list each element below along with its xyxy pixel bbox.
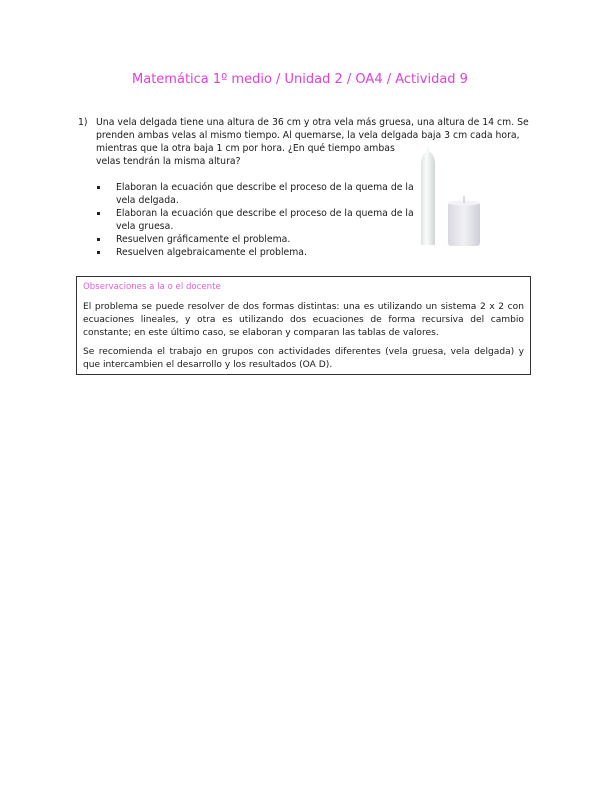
page-title: Matemática 1º medio / Unidad 2 / OA4 / Actividad 9 bbox=[132, 72, 468, 87]
observation-paragraph: El problema se puede resolver de dos formas distintas: una es utilizando un sistema 2 x 2 con ecuaciones lineales, y otra es utilizando dos ecuaciones de forma recursiva del cambio constante; en este último caso, se elaboran y comparan las tablas de valores. bbox=[83, 302, 524, 338]
candles-image bbox=[415, 145, 495, 250]
task-list bbox=[94, 181, 414, 259]
problem-line: prenden ambas velas al mismo tiempo. Al quemarse, la vela delgada baja 3 cm cada hora, bbox=[96, 130, 520, 141]
observation-paragraph: Se recomienda el trabajo en grupos con actividades diferentes (vela gruesa, vela delgada) y que intercambien el desarrollo y los resultados (OA D). bbox=[83, 347, 524, 370]
task-item: Resuelven algebraicamente el problema. bbox=[94, 246, 414, 259]
problem-line: mientras que la otra baja 1 cm por hora. ¿En qué tiempo ambas bbox=[96, 143, 395, 154]
problem-line: velas tendrán la misma altura? bbox=[96, 156, 241, 167]
problem-line: Una vela delgada tiene una altura de 36 cm y otra vela más gruesa, una altura de 14 cm. Se bbox=[96, 117, 529, 128]
problem-number: 1) bbox=[78, 117, 88, 128]
teacher-observations-box bbox=[76, 276, 531, 375]
task-item: Elaboran la ecuación que describe el proceso de la quema de la vela gruesa. bbox=[94, 207, 414, 233]
task-item: Resuelven gráficamente el problema. bbox=[94, 233, 414, 246]
task-item: Elaboran la ecuación que describe el proceso de la quema de la vela delgada. bbox=[94, 181, 414, 207]
observations-title: Observaciones a la o el docente bbox=[83, 282, 221, 292]
